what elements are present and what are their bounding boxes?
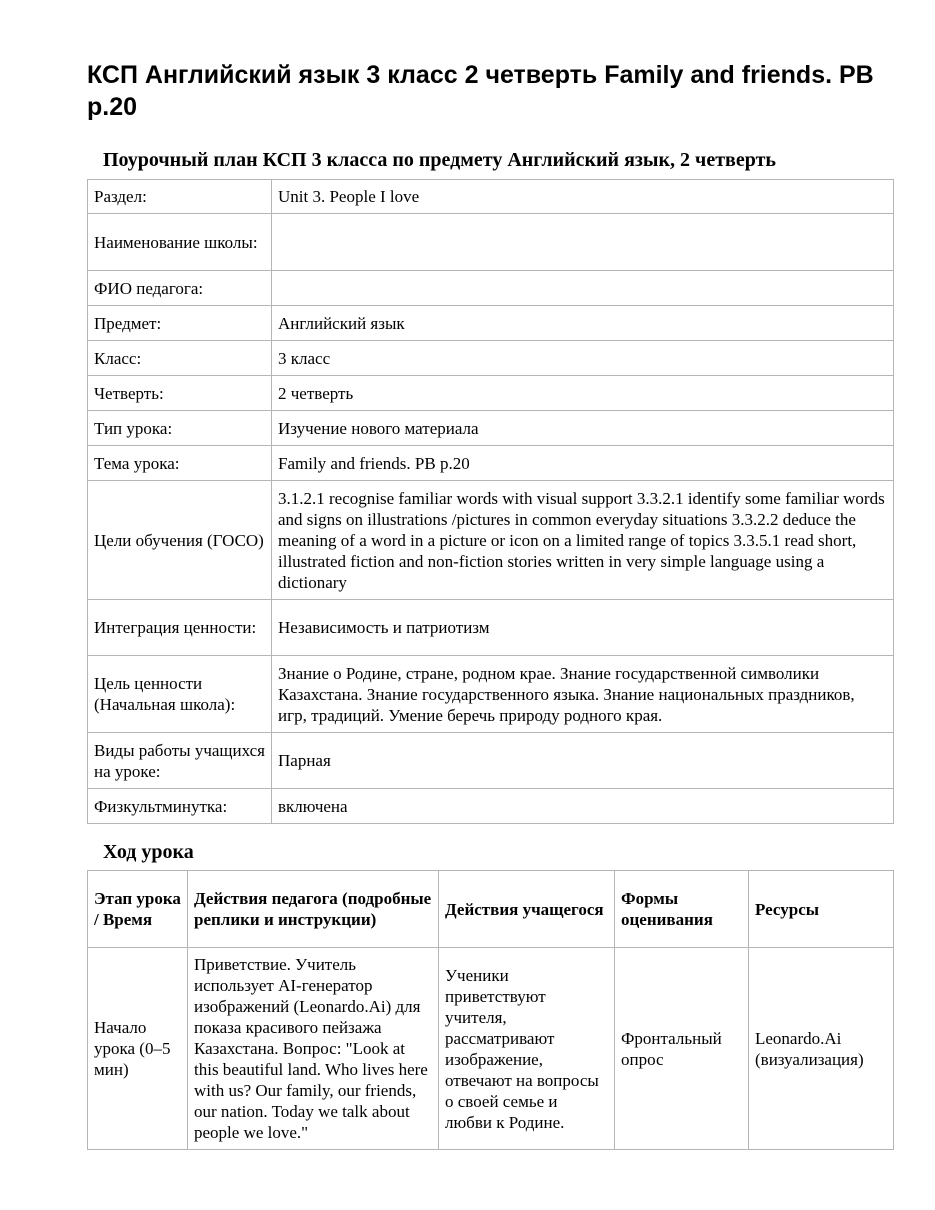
teacher-actions: Приветствие. Учитель использует AI-генератор изображений (Leonardo.Ai) для показа красивого пейзажа Казахстана. Вопрос: "Look at this beautiful land. Who lives here with us? Our family, our friends, our nation. Today we talk about people we love." — [188, 948, 439, 1150]
plan-key: ФИО педагога: — [88, 271, 272, 306]
table-row — [88, 948, 894, 1150]
plan-key: Физкультминутка: — [88, 789, 272, 824]
plan-key: Класс: — [88, 341, 272, 376]
plan-value: Family and friends. PB p.20 — [272, 446, 894, 481]
table-row — [88, 600, 894, 656]
plan-key: Виды работы учащихся на уроке: — [88, 733, 272, 789]
plan-key: Интеграция ценности: — [88, 600, 272, 656]
lesson-heading: Ход урока — [103, 841, 194, 863]
document-title: КСП Английский язык 3 класс 2 четверть Family and friends. PB p.20 — [87, 61, 874, 121]
table-row — [88, 271, 894, 306]
plan-value: Изучение нового материала — [272, 411, 894, 446]
column-header: Действия учащегося — [439, 871, 615, 948]
lesson-plan-table — [87, 179, 894, 824]
document-page — [87, 0, 893, 1150]
plan-value — [272, 214, 894, 271]
plan-value — [272, 271, 894, 306]
plan-key: Наименование школы: — [88, 214, 272, 271]
table-header-row — [88, 871, 894, 948]
plan-value: Английский язык — [272, 306, 894, 341]
assessment-forms: Фронтальный опрос — [615, 948, 749, 1150]
lesson-flow-table — [87, 870, 894, 1150]
table-row — [88, 481, 894, 600]
table-row — [88, 306, 894, 341]
plan-key: Тема урока: — [88, 446, 272, 481]
plan-value: Unit 3. People I love — [272, 180, 894, 214]
table-row — [88, 789, 894, 824]
column-header: Этап урока / Время — [88, 871, 188, 948]
student-actions: Ученики приветствуют учителя, рассматривают изображение, отвечают на вопросы о своей семье и любви к Родине. — [439, 948, 615, 1150]
plan-key: Раздел: — [88, 180, 272, 214]
lesson-stage: Начало урока (0–5 мин) — [88, 948, 188, 1150]
column-header: Ресурсы — [749, 871, 894, 948]
table-row — [88, 656, 894, 733]
plan-value: Парная — [272, 733, 894, 789]
resources: Leonardo.Ai (визуализация) — [749, 948, 894, 1150]
table-row — [88, 376, 894, 411]
table-row — [88, 214, 894, 271]
column-header: Формы оценивания — [615, 871, 749, 948]
plan-value: 3 класс — [272, 341, 894, 376]
plan-value: 3.1.2.1 recognise familiar words with visual support 3.3.2.1 identify some familiar words and signs on illustrations /pictures in common everyday situations 3.3.2.2 deduce the meaning of a word in a picture or icon on a limited range of topics 3.3.5.1 read short, illustrated fiction and non-fiction stories written in very simple language using a dictionary — [272, 481, 894, 600]
plan-value: включена — [272, 789, 894, 824]
plan-key: Четверть: — [88, 376, 272, 411]
plan-value: Независимость и патриотизм — [272, 600, 894, 656]
plan-key: Цель ценности (Начальная школа): — [88, 656, 272, 733]
plan-value: Знание о Родине, стране, родном крае. Знание государственной символики Казахстана. Знание государственного языка. Знание национальных праздников, игр, традиций. Умение беречь природу родного края. — [272, 656, 894, 733]
plan-key: Цели обучения (ГОСО) — [88, 481, 272, 600]
table-row — [88, 341, 894, 376]
column-header: Действия педагога (подробные реплики и инструкции) — [188, 871, 439, 948]
plan-heading: Поурочный план КСП 3 класса по предмету Английский язык, 2 четверть — [103, 149, 776, 171]
plan-key: Предмет: — [88, 306, 272, 341]
table-row — [88, 733, 894, 789]
plan-key: Тип урока: — [88, 411, 272, 446]
plan-value: 2 четверть — [272, 376, 894, 411]
table-row — [88, 411, 894, 446]
table-row — [88, 180, 894, 214]
table-row — [88, 446, 894, 481]
